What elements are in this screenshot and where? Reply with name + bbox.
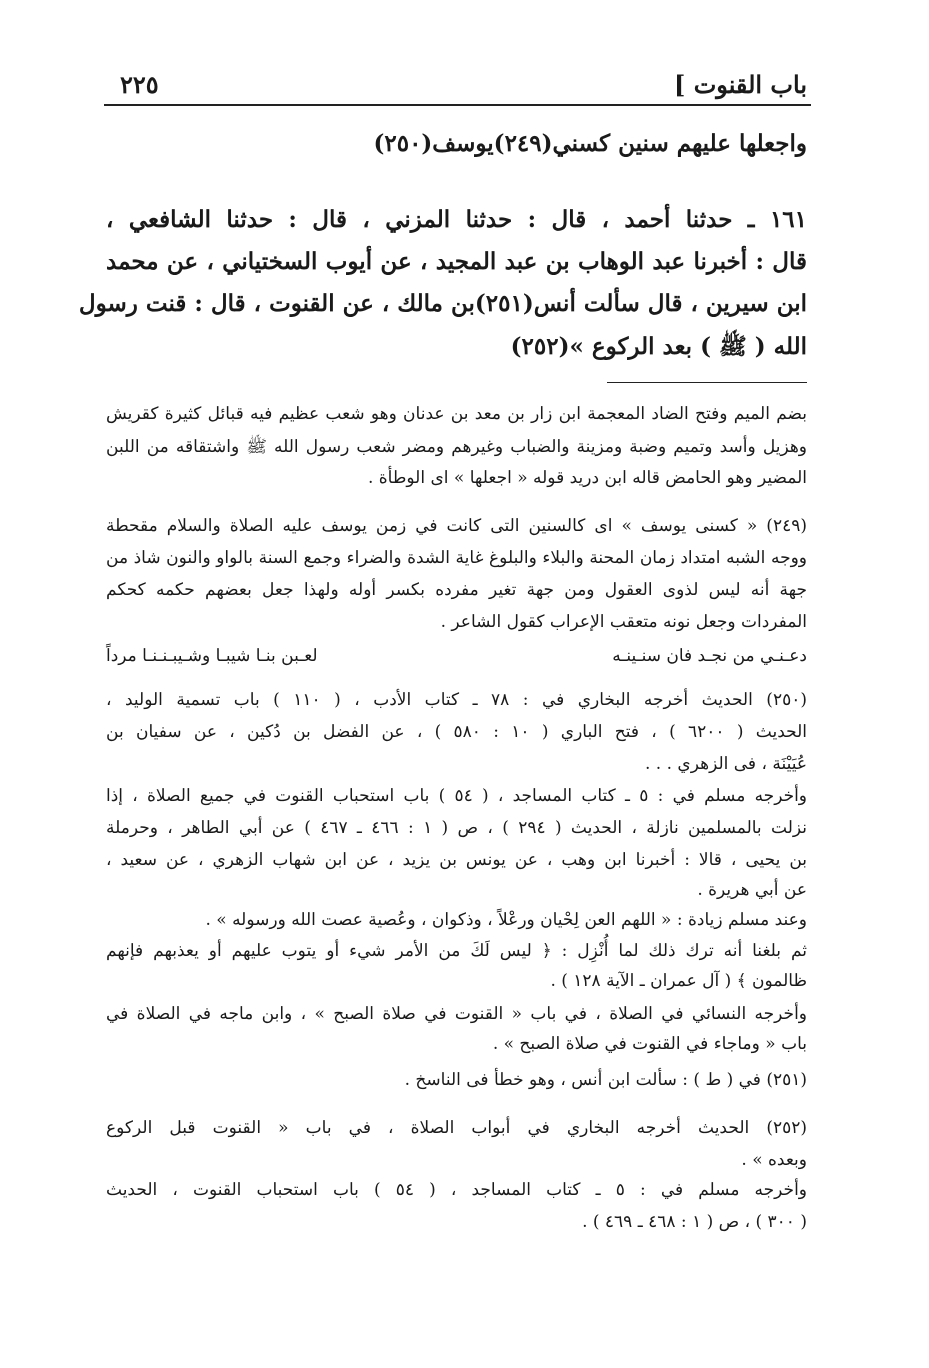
footnote-line: عُيَيْنَة ، فى الزهري . . . [645,754,807,774]
footnote-line: نزلت بالمسلمين نازلة ، الحديث ( ٢٩٤ ) ، ص ( ١ : ٤٦٦ ـ ٤٦٧ ) عن أبي الطاهر ، وحرملة [106,818,807,838]
footnote-divider [607,382,807,383]
footnote-line: وبعده » . [741,1150,807,1170]
footnote-line: (٢٥٢) الحديث أخرجه البخاري في أبواب الصلاة ، في باب « القنوت قبل الركوع [106,1118,807,1138]
footnote-line: المضير وهو الحامض قاله ابن دريد قوله « اجعلها » اى الوطأة . [367,468,807,488]
footnote-line: بن يحيى ، قالا : أخبرنا ابن وهب ، عن يونس بن يزيد ، عن ابن شهاب الزهري ، عن سعيد ، [106,850,807,870]
poem-hemistich-right: دعـنـي من نجـد فان سنـينـه [612,646,807,666]
footnote-line: وهزيل وأسد وتميم وضبة ومزينة والضباب وغيرهم ومضر شعب رسول الله ﷺ واشتقاقه من اللبن [106,437,807,457]
footnote-line: بضم الميم وفتح الضاد المعجمة ابن زار بن معد بن عدنان وهو شعب عظيم فيه قبائل كثيرة كقريش [106,404,807,424]
footnote-line: ثم بلغنا أنه ترك ذلك لما أُنْزِل : ﴿ ليس لَكَ من الأمر شيء أو يتوب عليهم أو يعذبهم فإنهم [106,941,807,961]
footnote-line: ووجه الشبه امتداد زمان المحنة والبلاء والبلوغ غاية الشدة والضراء وجمع السنة بالواو والنون شاذ من [106,548,807,568]
footnote-line: ظالمون ﴾ ( آل عمران ـ الآية ١٢٨ ) . [550,971,807,991]
footnote-line: عن أبي هريرة . [697,880,807,900]
footnote-line: وأخرجه مسلم في : ٥ ـ كتاب المساجد ، ( ٥٤ ) باب استحباب القنوت في جميع الصلاة ، إذا [106,786,808,806]
hadith-line: قال : أخبرنا عبد الوهاب بن عبد المجيد ، عن أيوب السختياني ، عن محمد [106,248,807,275]
footnote-line: الحديث ( ٦٢٠٠ ) ، فتح الباري ( ١٠ : ٥٨٠ ) ، عن الفضل بن دُكين ، عن سفيان بن [106,722,807,742]
footnote-line: جهة أنه ليس لذوى العقول ومن جهة تغير مفرده بكسر أوله ولهذا جعل بعضهم حكمه كحكم [106,580,807,600]
footnote-line: المفردات وجعل نونه متعقب الإعراب كقول الشاعر . [440,612,807,632]
footnote-line: وأخرجه النسائي في الصلاة ، في باب « القنوت في صلاة الصبح » ، وابن ماجه في الصلاة في [106,1004,807,1024]
footnote-line: (٢٥١) في ( ط ) : سألت ابن أنس ، وهو خطأ فى الناسخ . [404,1070,807,1090]
footnote-line: وأخرجه مسلم في : ٥ ـ كتاب المساجد ، ( ٥٤ ) باب استحباب القنوت ، الحديث [106,1180,807,1200]
page-number: ٢٢٥ [120,70,159,99]
footnote-line: وعند مسلم زيادة : « اللهم العن لِحْيان ورعْلاً ، وذكوان ، وعُصية عصت الله ورسوله » . [205,910,807,930]
poem-hemistich-left: لعـبن بنـا شيبـا وشـيبـنـنـا مرداً [106,646,318,666]
footnote-line: (٢٥٠) الحديث أخرجه البخاري في : ٧٨ ـ كتاب الأدب ، ( ١١٠ ) باب تسمية الوليد ، [106,690,807,710]
footnote-line: (٢٤٩) « كسنى يوسف » اى كالسنين التى كانت في زمن يوسف عليه الصلاة والسلام مقحطة [106,516,807,536]
footnote-line: ( ٣٠٠ ) ، ص ( ١ : ٤٦٨ ـ ٤٦٩ ) . [582,1212,807,1232]
chapter-title: باب القنوت ] [673,70,807,99]
hadith-line: ابن سيرين ، قال سألت أنس(٢٥١)بن مالك ، عن القنوت ، قال : قنت رسول [78,290,807,317]
footnote-line: باب « وماجاء في القنوت في صلاة الصبح » . [492,1034,807,1054]
hadith-line: الله ( ﷺ ) بعد الركوع »(٢٥٢) [510,333,807,360]
verse-line: واجعلها عليهم سنين كسني(٢٤٩)يوسف(٢٥٠) [373,130,807,157]
header-divider [104,104,811,106]
hadith-line: ١٦١ ـ حدثنا أحمد ، قال : حدثنا المزني ، قال : حدثنا الشافعي ، [106,206,807,233]
